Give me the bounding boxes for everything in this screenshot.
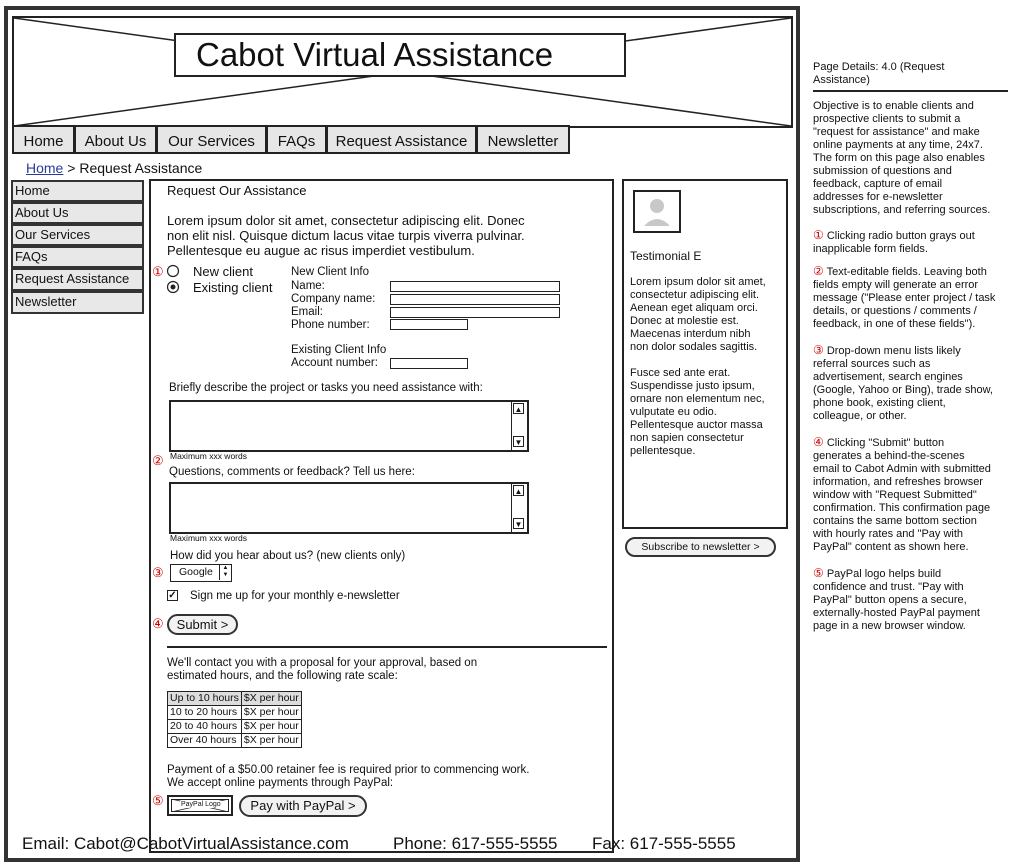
retainer-line: We accept online payments through PayPal: (167, 777, 394, 789)
note-line: "request for assistance" and make (813, 126, 980, 138)
paypal-logo-label: PayPal Logo (181, 801, 221, 808)
questions-textarea[interactable] (169, 482, 529, 534)
marker-5: ⑤ (152, 793, 164, 808)
note-line: fields empty will generate an error (813, 279, 979, 291)
note-3 (813, 344, 993, 423)
note-line: colleague, or other. (813, 410, 907, 422)
name-input[interactable] (390, 281, 560, 292)
account-label: Account number: (291, 357, 378, 369)
new-client-info-title: New Client Info (291, 266, 369, 278)
questions-scrollbar[interactable] (511, 484, 526, 532)
sidebar-item-request-assistance[interactable]: Request Assistance (11, 268, 144, 291)
breadcrumb-home-link[interactable]: Home (26, 160, 64, 176)
proposal-text (167, 657, 477, 683)
footer-email: Email: Cabot@CabotVirtualAssistance.com (22, 834, 349, 853)
testimonial-line: Pellentesque auctor massa (630, 419, 763, 431)
rate-hours-cell: 20 to 40 hours (168, 720, 242, 734)
note-line: feedback, in one of these fields"). (813, 318, 976, 330)
notes-divider (813, 90, 1008, 92)
note-4-marker: ④ (813, 435, 824, 449)
rate-row (168, 692, 302, 706)
radio-existing-client[interactable] (166, 280, 180, 294)
testimonial-line: Donec at molestie est. (630, 315, 739, 327)
rate-hours-cell: Over 40 hours (168, 734, 242, 748)
note-line: with hourly rates and "Pay with (813, 528, 964, 540)
notes-title (813, 61, 944, 87)
spinner-arrows-icon[interactable]: ▲ ▼ (219, 565, 231, 580)
note-line: submission of questions and (813, 165, 952, 177)
describe-max-words: Maximum xxx words (170, 451, 247, 461)
note-line: Clicking radio button grays out (823, 230, 975, 242)
email-label: Email: (291, 306, 323, 318)
note-line: confirmation. This confirmation page (813, 502, 991, 514)
note-line: Drop-down menu lists likely (823, 345, 961, 357)
note-line: The form on this page also enables (813, 152, 985, 164)
testimonial-line: non sapien consectetur (630, 432, 744, 444)
company-name-input[interactable] (390, 294, 560, 305)
note-line: (Google, Yahoo or Bing), trade show, (813, 384, 993, 396)
marker-1: ① (152, 264, 164, 279)
note-line: online payments at any time, 24x7. (813, 139, 983, 151)
topnav-request-assistance[interactable]: Request Assistance (327, 125, 477, 154)
rate-hours-cell: 10 to 20 hours (168, 706, 242, 720)
topnav-about-us[interactable]: About Us (75, 125, 157, 154)
proposal-line: We'll contact you with a proposal for your approval, based on (167, 657, 478, 669)
rate-price-cell: $X per hour (241, 692, 301, 706)
newsletter-checkbox[interactable]: ✓ (168, 590, 177, 601)
account-number-input[interactable] (390, 358, 468, 369)
note-line: prospective clients to submit a (813, 113, 961, 125)
referral-select[interactable] (170, 564, 232, 582)
referral-select-value: Google (179, 566, 213, 578)
footer-fax: Fax: 617-555-5555 (592, 834, 736, 853)
subscribe-newsletter-button[interactable]: Subscribe to newsletter > (625, 537, 776, 557)
testimonial-line: Fusce sed ante erat. (630, 367, 731, 379)
radio-new-client-label: New client (193, 264, 253, 279)
testimonial-line: Aenean eget aliquam orci. (630, 302, 758, 314)
note-line: addresses for e-newsletter (813, 191, 943, 203)
note-line: Objective is to enable clients and (813, 100, 974, 112)
note-5-marker: ⑤ (813, 566, 824, 580)
retainer-line: Payment of a $50.00 retainer fee is required prior to commencing work. (167, 764, 530, 776)
phone-label: Phone number: (291, 319, 370, 331)
note-line: window with "Request Submitted" (813, 489, 977, 501)
testimonial-line: Lorem ipsum dolor sit amet, (630, 276, 766, 288)
retainer-text (167, 764, 529, 790)
note-1 (813, 229, 975, 256)
note-line: feedback, capture of email (813, 178, 943, 190)
note-line: subscriptions, and referring sources. (813, 204, 991, 216)
topnav-home[interactable]: Home (12, 125, 75, 154)
describe-label: Briefly describe the project or tasks you need assistance with: (169, 382, 483, 394)
testimonial-line: vulputate eu odio. (630, 406, 717, 418)
note-line: externally-hosted PayPal payment (813, 607, 980, 619)
note-5 (813, 567, 980, 633)
note-line: PayPal" content as shown here. (813, 541, 969, 553)
testimonial-line: Maecenas interdum nibh (630, 328, 751, 340)
intro-line: Pellentesque eu augue ac risus imperdiet vestibulum. (167, 243, 475, 258)
note-line: Clicking "Submit" button (823, 437, 945, 449)
newsletter-checkbox-label: Sign me up for your monthly e-newsletter (190, 590, 400, 602)
rate-table (167, 691, 302, 748)
note-line: message ("Please enter project / task (813, 292, 996, 304)
rate-hours-cell: Up to 10 hours (168, 692, 242, 706)
rate-row (168, 720, 302, 734)
rate-row (168, 734, 302, 748)
note-3-marker: ③ (813, 343, 824, 357)
notes-title-line: Assistance) (813, 74, 870, 86)
note-1-marker: ① (813, 228, 824, 242)
scroll-down-icon[interactable]: ▼ (514, 520, 523, 529)
rate-price-cell: $X per hour (241, 720, 301, 734)
notes-objective (813, 100, 990, 217)
note-line: inapplicable form fields. (813, 243, 928, 255)
phone-input[interactable] (390, 319, 468, 330)
scroll-up-icon[interactable]: ▲ (514, 405, 523, 414)
testimonial-text (630, 276, 766, 458)
note-line: email to Cabot Admin with submitted (813, 463, 991, 475)
section-divider (167, 646, 607, 648)
testimonial-line: ornare non elementum nec, (630, 393, 765, 405)
note-line: generates a behind-the-scenes (813, 450, 965, 462)
testimonial-line: pellentesque. (630, 445, 696, 457)
note-line: contains the same bottom section (813, 515, 977, 527)
describe-scrollbar[interactable] (511, 402, 526, 450)
sidebar-item-home[interactable]: Home (11, 180, 144, 202)
radio-new-client[interactable] (166, 264, 180, 278)
radio-existing-client-label: Existing client (193, 280, 273, 295)
sidebar-item-faqs[interactable]: FAQs (11, 246, 144, 268)
note-line: confidence and trust. "Pay with (813, 581, 964, 593)
breadcrumb-current: Request Assistance (79, 160, 203, 176)
scroll-up-icon[interactable]: ▲ (514, 487, 523, 496)
note-line: details, or questions / comments / (813, 305, 977, 317)
note-line: page in a new browser window. (813, 620, 966, 632)
paypal-logo (167, 795, 233, 816)
rate-row (168, 706, 302, 720)
marker-2: ② (152, 453, 164, 468)
note-line: advertisement, search engines (813, 371, 963, 383)
notes-title-line: Page Details: 4.0 (Request (813, 61, 945, 73)
note-2 (813, 265, 995, 331)
testimonial-line: Suspendisse justo ipsum, (630, 380, 755, 392)
note-line: information, and refreshes browser (813, 476, 983, 488)
questions-label: Questions, comments or feedback? Tell us here: (169, 466, 415, 478)
note-line: PayPal logo helps build (823, 568, 942, 580)
footer-phone: Phone: 617-555-5555 (393, 834, 558, 853)
existing-client-info-title: Existing Client Info (291, 344, 387, 356)
intro-line: Lorem ipsum dolor sit amet, consectetur adipiscing elit. Donec (167, 213, 525, 228)
note-line: phone book, existing client, (813, 397, 946, 409)
company-label: Company name: (291, 293, 376, 305)
page-heading: Request Our Assistance (167, 183, 307, 198)
rate-price-cell: $X per hour (241, 706, 301, 720)
breadcrumb-separator: > (63, 160, 80, 176)
site-title: Cabot Virtual Assistance (174, 33, 626, 77)
avatar (633, 190, 681, 233)
marker-4: ④ (152, 616, 164, 631)
note-2-marker: ② (813, 264, 824, 278)
intro-text (167, 213, 525, 258)
scroll-down-icon[interactable]: ▼ (514, 438, 523, 447)
questions-max-words: Maximum xxx words (170, 533, 247, 543)
name-label: Name: (291, 280, 325, 292)
note-line: Text-editable fields. Leaving both (823, 266, 987, 278)
testimonial-name: Testimonial E (630, 249, 702, 263)
proposal-line: estimated hours, and the following rate scale: (167, 670, 398, 682)
sidebar-item-our-services[interactable]: Our Services (11, 224, 144, 246)
testimonial-line: consectetur adipiscing elit. (630, 289, 760, 301)
sidebar-item-about-us[interactable]: About Us (11, 202, 144, 224)
topnav-our-services[interactable]: Our Services (157, 125, 267, 154)
marker-3: ③ (152, 565, 164, 580)
email-input[interactable] (390, 307, 560, 318)
pay-with-paypal-button[interactable]: Pay with PayPal > (239, 795, 367, 817)
topnav-faqs[interactable]: FAQs (267, 125, 327, 154)
testimonial-line: non dolor sodales sagittis. (630, 341, 758, 353)
note-4 (813, 436, 991, 554)
topnav-newsletter[interactable]: Newsletter (477, 125, 570, 154)
submit-button[interactable]: Submit > (167, 614, 238, 635)
breadcrumb (26, 160, 202, 176)
note-line: referral sources such as (813, 358, 931, 370)
intro-line: non elit nisl. Quisque dictum lacus vitae turpis viverra pulvinar. (167, 228, 525, 243)
rate-price-cell: $X per hour (241, 734, 301, 748)
hear-label: How did you hear about us? (new clients only) (170, 550, 406, 562)
note-line: PayPal" button opens a secure, (813, 594, 967, 606)
sidebar-item-newsletter[interactable]: Newsletter (11, 291, 144, 314)
describe-textarea[interactable] (169, 400, 529, 452)
